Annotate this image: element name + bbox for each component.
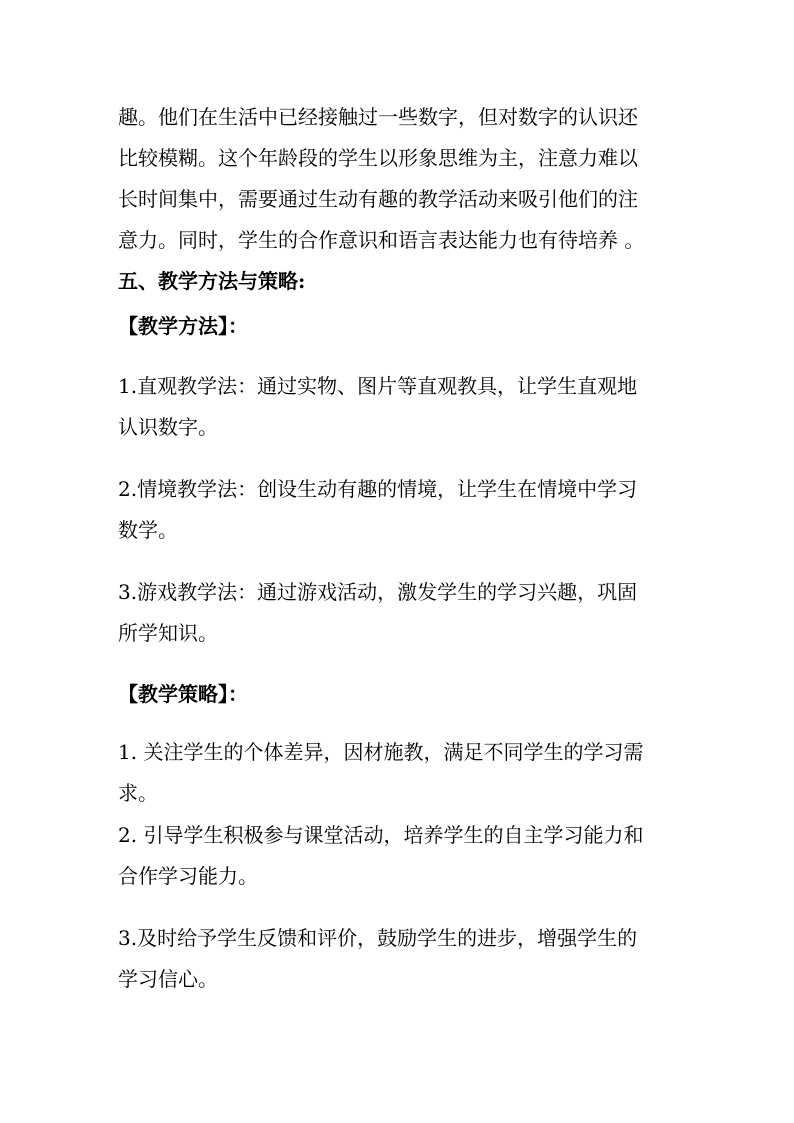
method-item-line: 认识数字。 [118,415,218,439]
methods-heading: 【教学方法】： [118,314,248,338]
paragraph-line: 比较模糊。这个年龄段的学生以形象思维为主，注意力难以 [118,146,638,170]
method-item-line: 所学知识。 [118,621,218,645]
strategy-item-line: 1. 关注学生的个体差异，因材施教，满足不同学生的学习需 [118,740,644,764]
strategy-item-line: 2. 引导学生积极参与课堂活动，培养学生的自主学习能力和 [118,823,644,847]
strategy-item-line: 求。 [118,781,158,805]
paragraph-line: 趣。他们在生活中已经接触过一些数字，但对数字的认识还 [118,105,638,129]
method-item-line: 数学。 [118,518,178,542]
paragraph-line: 意力。同时，学生的合作意识和语言表达能力也有待培养 。 [118,228,645,252]
strategy-item-line: 3.及时给予学生反馈和评价，鼓励学生的进步，增强学生的 [118,926,638,950]
strategies-heading: 【教学策略】： [118,682,248,706]
method-item-line: 1.直观教学法：通过实物、图片等直观教具，让学生直观地 [118,374,638,398]
strategy-item-line: 学习信心。 [118,967,218,991]
method-item-line: 2.情境教学法：创设生动有趣的情境，让学生在情境中学习 [118,477,638,501]
section-heading: 五、教学方法与策略: [118,269,306,293]
paragraph-line: 长时间集中，需要通过生动有趣的教学活动来吸引他们的注 [118,187,638,211]
strategy-item-line: 合作学习能力。 [118,864,258,888]
method-item-line: 3.游戏教学法：通过游戏活动，激发学生的学习兴趣，巩固 [118,580,638,604]
